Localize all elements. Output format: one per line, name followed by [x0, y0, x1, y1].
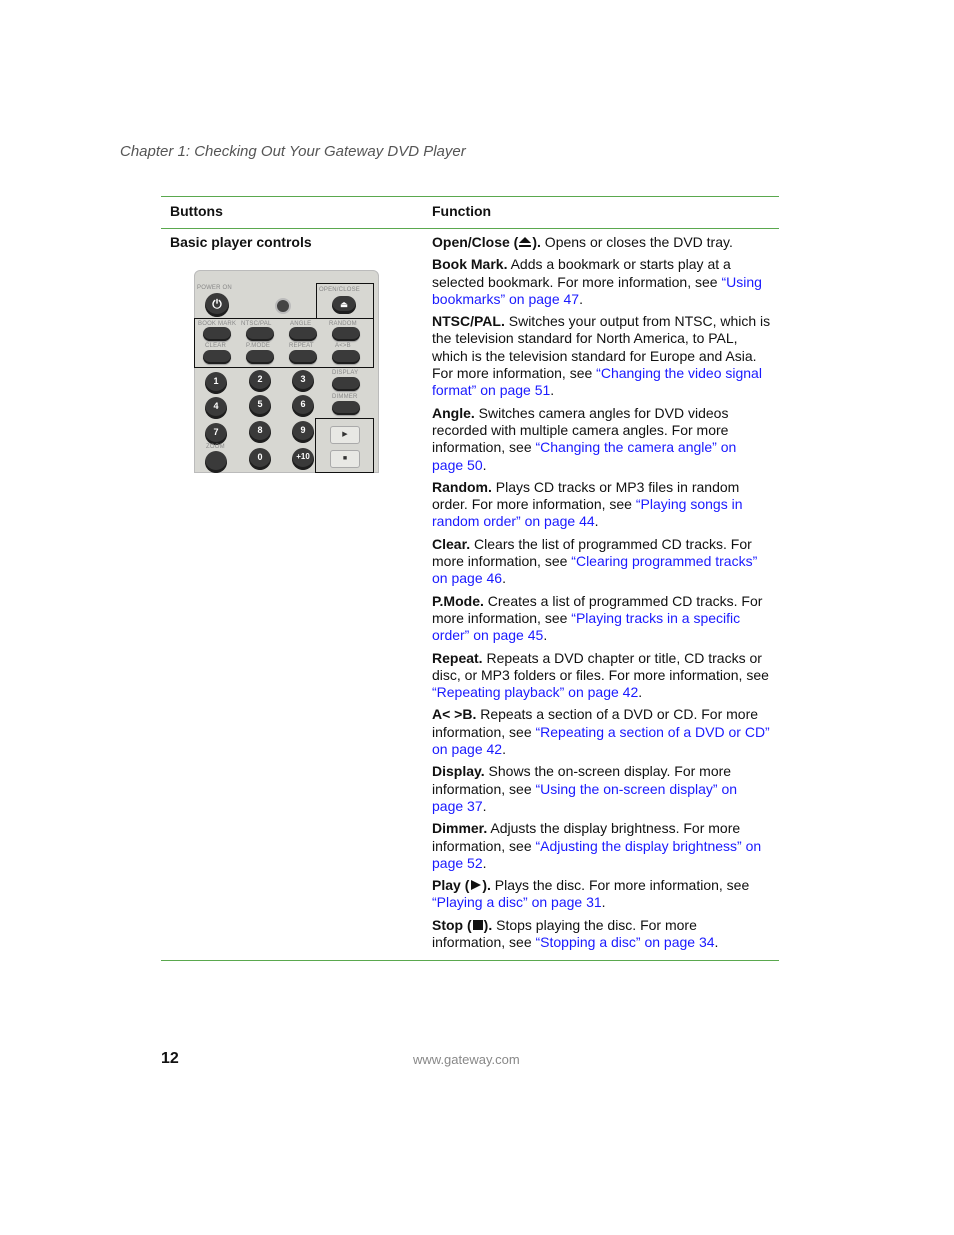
punctuation: . — [482, 456, 487, 473]
function-entry — [432, 917, 771, 952]
cross-reference-link[interactable]: “Clearing programmed tracks” on page 46 — [432, 553, 758, 587]
dimmer-button — [332, 401, 360, 415]
repeat-label: REPEAT — [289, 343, 314, 349]
chapter-title: Chapter 1: Checking Out Your Gateway DVD Player — [120, 143, 466, 160]
function-description: Repeats a section of a DVD or CD. For more information, see — [432, 706, 759, 740]
function-description: Clears the list of programmed CD tracks. For more information, see — [432, 535, 752, 570]
punctuation: . — [594, 513, 599, 530]
button-name: Book Mark. — [432, 256, 508, 273]
footer-url[interactable]: www.gateway.com — [413, 1052, 520, 1067]
clear-button — [203, 350, 231, 364]
button-name: Open/Close ( — [432, 234, 519, 250]
ab-label: A<>B — [335, 343, 351, 349]
function-entry — [432, 234, 771, 251]
button-name: Dimmer. — [432, 820, 488, 837]
cross-reference-link[interactable]: “Stopping a disc” on page 34 — [535, 933, 715, 950]
pmode-label: P.MODE — [246, 343, 271, 349]
cross-reference-link[interactable]: “Changing the camera angle” on page 50 — [432, 439, 737, 473]
ntscpal-label: NTSC/PAL — [241, 321, 272, 327]
punctuation: . — [638, 684, 643, 701]
digit-button: 8 — [249, 421, 271, 443]
header-function: Function — [432, 203, 492, 219]
digit-button: 1 — [205, 372, 227, 394]
button-name: Display. — [432, 763, 485, 780]
bookmark-button — [203, 327, 231, 341]
punctuation: . — [714, 933, 719, 950]
play-icon — [469, 877, 482, 893]
table-header — [161, 197, 779, 229]
ntscpal-button — [246, 327, 274, 341]
function-description: Adds a bookmark or starts play at a selected bookmark. For more information, see — [432, 256, 731, 290]
bookmark-label: BOOK MARK — [198, 321, 237, 327]
cross-reference-link[interactable]: “Playing songs in random order” on page 44 — [432, 496, 743, 530]
button-name-tail: ). — [482, 877, 491, 894]
power-button: ⏻ — [205, 293, 229, 317]
digit-button: +10 — [292, 448, 314, 470]
function-description: Stops playing the disc. For more information, see — [432, 916, 697, 950]
digit-button: 0 — [249, 448, 271, 470]
function-description: Adjusts the display brightness. For more information, see — [432, 820, 741, 854]
button-name: Random. — [432, 478, 492, 495]
angle-label: ANGLE — [290, 321, 312, 327]
digit-button: 9 — [292, 421, 314, 443]
zoom-label: ZOOM — [206, 444, 225, 450]
button-name-tail: ). — [532, 234, 541, 250]
digit-button: 6 — [292, 395, 314, 417]
random-label: RANDOM — [329, 321, 357, 327]
cross-reference-link[interactable]: “Adjusting the display brightness” on page 52 — [432, 837, 762, 871]
clear-label: CLEAR — [205, 343, 227, 349]
function-entry — [432, 593, 771, 645]
sensor-icon — [275, 298, 291, 314]
function-entry — [432, 256, 771, 308]
function-entry — [432, 405, 771, 474]
ab-button — [332, 350, 360, 364]
punctuation: . — [482, 797, 487, 814]
digit-button: 7 — [205, 423, 227, 445]
button-name: Stop ( — [432, 916, 472, 933]
function-description: Creates a list of programmed CD tracks. For more information, see — [432, 592, 763, 626]
button-name: Angle. — [432, 404, 475, 421]
stop-icon: ■ — [330, 450, 360, 468]
cross-reference-link[interactable]: “Repeating playback” on page 42 — [432, 684, 639, 701]
punctuation: . — [502, 741, 506, 758]
button-name: Clear. — [432, 535, 471, 552]
table-row — [161, 229, 779, 960]
open-close-label: OPEN/CLOSE — [319, 287, 361, 293]
function-description: Opens or closes the DVD tray. — [540, 234, 733, 250]
play-icon: ▶ — [330, 426, 360, 444]
function-description: Plays CD tracks or MP3 files in random order. For more information, see — [432, 478, 740, 513]
digit-button: 3 — [292, 370, 314, 392]
function-cell — [423, 234, 779, 956]
function-entry — [432, 313, 771, 399]
function-entry — [432, 820, 771, 872]
page-number: 12 — [161, 1050, 179, 1067]
button-name-tail: ). — [483, 916, 493, 933]
cross-reference-link[interactable]: “Using the on-screen display” on page 37 — [432, 780, 738, 814]
punctuation: . — [543, 627, 548, 644]
cross-reference-link[interactable]: “Repeating a section of a DVD or CD” on page 42 — [432, 723, 770, 758]
punctuation: . — [601, 894, 606, 911]
function-description: Repeats a DVD chapter or title, CD tracks or disc, or MP3 folders or files. For more information, see — [432, 649, 769, 683]
function-entry — [432, 706, 771, 758]
cross-reference-link[interactable]: “Playing a disc” on page 31 — [432, 894, 602, 911]
button-name: A< >B. — [432, 706, 477, 723]
dimmer-label: DIMMER — [332, 394, 358, 400]
cross-reference-link[interactable]: “Playing tracks in a specific order” on page 45 — [432, 609, 741, 644]
stop-icon — [472, 917, 484, 933]
button-name: P.Mode. — [432, 592, 484, 609]
function-entry — [432, 763, 771, 815]
eject-icon — [518, 234, 532, 250]
function-entry — [432, 650, 771, 702]
punctuation: . — [482, 854, 487, 871]
buttons-function-table — [161, 196, 779, 961]
function-description: Shows the on-screen display. For more information, see — [432, 763, 732, 797]
header-buttons: Buttons — [170, 203, 223, 219]
remote-control-image — [194, 270, 379, 473]
eject-icon: ⏏ — [332, 296, 356, 314]
zoom-button — [205, 451, 227, 473]
power-label: POWER ON — [197, 285, 232, 291]
angle-button — [289, 327, 317, 341]
button-name: Repeat. — [432, 649, 483, 666]
display-label: DISPLAY — [332, 370, 359, 376]
cross-reference-link[interactable]: “Changing the video signal format” on page 51 — [432, 365, 762, 399]
cross-reference-link[interactable]: “Using bookmarks” on page 47 — [432, 273, 762, 307]
function-description: Switches your output from NTSC, which is the television standard for North America, to PAL, which is the television standard for Europe and Asia. For more information, see — [432, 313, 771, 382]
punctuation: . — [502, 570, 506, 587]
button-name: Play ( — [432, 877, 470, 894]
function-entry — [432, 479, 771, 531]
repeat-button — [289, 350, 317, 364]
display-button — [332, 377, 360, 391]
button-name: NTSC/PAL. — [432, 313, 505, 330]
random-button — [332, 327, 360, 341]
punctuation: . — [579, 290, 583, 307]
function-entry — [432, 877, 771, 912]
pmode-button — [246, 350, 274, 364]
digit-button: 4 — [205, 397, 227, 419]
digit-button: 5 — [249, 395, 271, 417]
function-description: Switches camera angles for DVD videos recorded with multiple camera angles. For more information, see — [432, 404, 729, 456]
buttons-cell — [161, 234, 423, 956]
punctuation: . — [550, 382, 555, 399]
digit-button: 2 — [249, 370, 271, 392]
function-description: Plays the disc. For more information, see — [490, 877, 750, 894]
function-entry — [432, 536, 771, 588]
row-label: Basic player controls — [170, 234, 312, 250]
